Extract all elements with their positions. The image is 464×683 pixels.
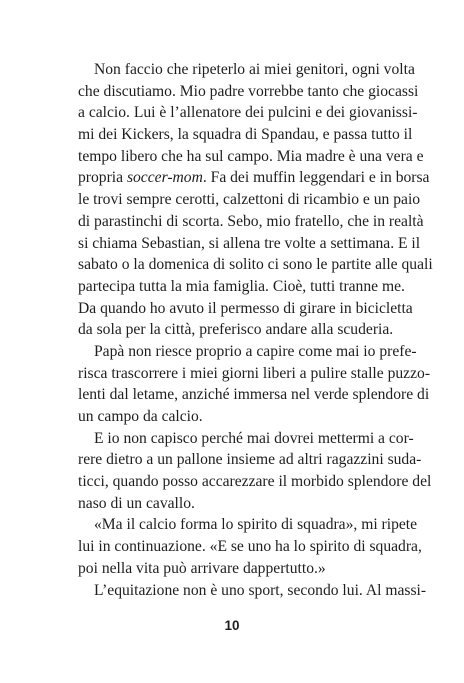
page-number: 10 — [224, 618, 240, 633]
text-line: naso di un cavallo. — [78, 494, 195, 512]
text-line: tempo libero che ha sul campo. Mia madre è una vera e — [78, 147, 424, 165]
text-line: Da quando ho avuto il permesso di girare in bicicletta — [78, 299, 413, 317]
text-line: un campo da calcio. — [78, 408, 203, 425]
text-line: rere dietro a un pallone insieme ad altri ragazzini suda- — [78, 451, 422, 469]
text-line: ticci, quando posso accarezzare il morbido splendore del — [78, 473, 432, 491]
text-line: a calcio. Lui è l’allenatore dei pulcini e dei giovanissi- — [78, 104, 418, 122]
text-line: propria soccer-mom. Fa dei muffin leggendari e in borsa — [78, 169, 430, 187]
text-line: «Ma il calcio forma lo spirito di squadra», mi ripete — [94, 516, 418, 534]
text-line: da sola per la città, preferisco andare alla scuderia. — [78, 321, 394, 339]
text-line: lenti dal letame, anziché immersa nel verde splendore di — [78, 386, 430, 404]
italic-term: soccer-mom — [126, 169, 203, 187]
text-line: risca trascorrere i miei giorni liberi a pulire stalle puzzo- — [78, 364, 431, 382]
text-line: mi dei Kickers, la squadra di Spandau, e passa tutto il — [78, 126, 413, 144]
text-line: E io non capisco perché mai dovrei mettermi a cor- — [94, 429, 414, 447]
text-line: si chiama Sebastian, si allena tre volte a settimana. E il — [78, 234, 421, 252]
text-line: lui in continuazione. «E se uno ha lo spirito di squadra, — [78, 538, 422, 556]
text-line: poi nella vita può arrivare dappertutto.» — [78, 559, 326, 577]
text-line: le trovi sempre cerotti, calzettoni di ricambio e un paio — [78, 191, 421, 209]
text-line: Papà non riesce proprio a capire come mai io prefe- — [94, 342, 417, 360]
text-line: che discutiamo. Mio padre vorrebbe tanto che giocassi — [78, 82, 419, 100]
text-line: sabato o la domenica di solito ci sono le partite alle quali — [78, 256, 433, 274]
text-line: L’equitazione non è uno sport, secondo lui. Al massi- — [94, 581, 427, 599]
body-text — [78, 59, 433, 601]
text-line: partecipa tutta la mia famiglia. Cioè, tutti tranne me. — [78, 277, 405, 295]
text-line: di parastinchi di scorta. Sebo, mio fratello, che in realtà — [78, 212, 424, 230]
text-line: Non faccio che ripeterlo ai miei genitori, ogni volta — [94, 61, 415, 78]
